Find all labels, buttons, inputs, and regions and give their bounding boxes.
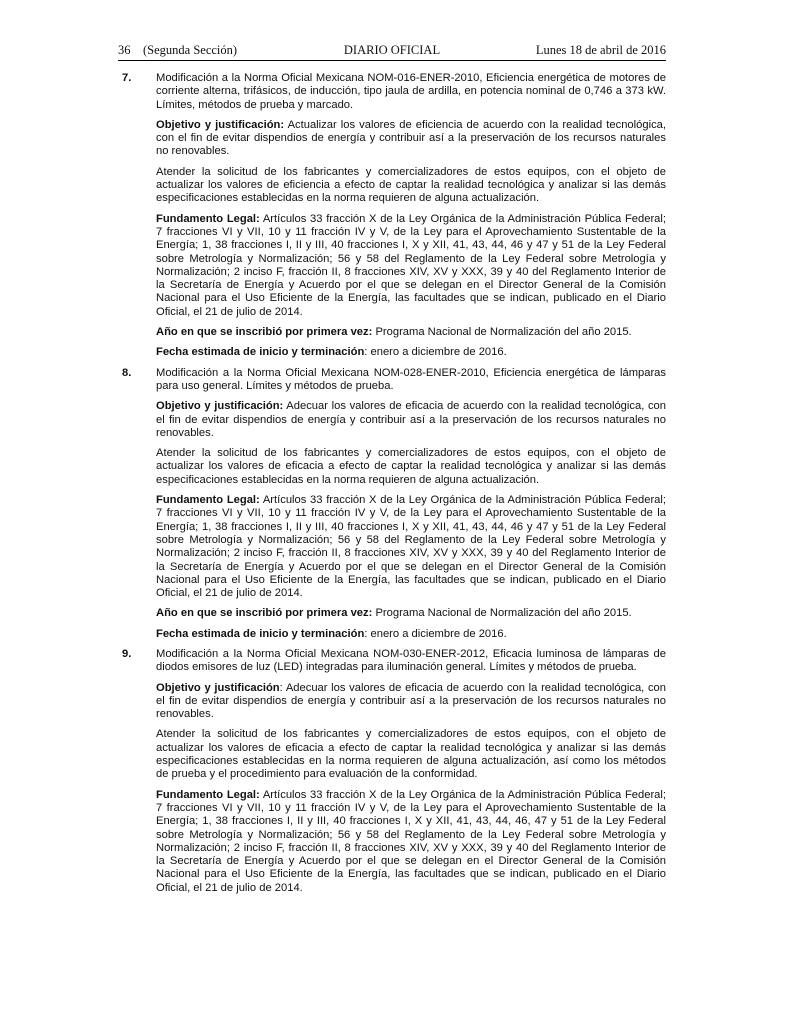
objetivo-paragraph	[156, 119, 666, 159]
publication-name: DIARIO OFICIAL	[343, 43, 441, 57]
anio-text: Programa Nacional de Normalización del año 2015.	[372, 326, 632, 339]
objetivo-text: : Adecuar los valores de eficacia de acuerdo con la realidad tecnológica, con el fin de evitar dispendios de energía y contribuir así a la preservación de los recursos naturales no renovables.	[156, 681, 667, 721]
list-item	[118, 367, 666, 641]
fundamento-text: Artículos 33 fracción X de la Ley Orgánica de la Administración Pública Federal; 7 fracciones VI y VII, 10 y 11 fracción IV y V, de la Ley para el Aprovechamiento Sustentable de la Energía; 1, 38 fracciones I, II y III, 40 fracciones I, X y XII, 41, 43, 44, 46 y 47 y 51 de la Ley Federal sobre Metrología y Normalización; 56 y 58 del Reglamento de la Ley Federal sobre Metrología y Normalización; 2 inciso F, fracción II, 8 fracciones XIV, XV y XXX, 39 y 40 del Reglamento Interior de la Secretaría de Energía y Acuerdo por el que se delegan en el Director General de la Comisión Nacional para el Uso Eficiente de la Energía, las facultades que se indican, publicado en el Diario Oficial, el 21 de julio de 2014.	[156, 494, 666, 600]
objetivo-text: Adecuar los valores de eficacia de acuerdo con la realidad tecnológica, con el fin de evitar dispendios de energía y contribuir así a la preservación de los recursos naturales no renovables.	[156, 400, 666, 439]
anio-text: Programa Nacional de Normalización del año 2015.	[372, 607, 632, 620]
item-title: Modificación a la Norma Oficial Mexicana NOM-028-ENER-2010, Eficiencia energética de lámparas para uso general. Límites y métodos de prueba.	[156, 366, 666, 392]
anio-paragraph	[156, 326, 666, 339]
objetivo-label: Objetivo y justificación	[156, 681, 280, 694]
item-number: 9.	[122, 647, 132, 660]
objetivo-paragraph	[156, 400, 666, 440]
fundamento-label: Fundamento Legal:	[156, 788, 260, 801]
fecha-paragraph	[156, 628, 666, 641]
fecha-label: Fecha estimada de inicio y terminación	[156, 627, 365, 640]
page-number: 36	[118, 43, 131, 57]
objetivo-text: Actualizar los valores de eficiencia de acuerdo con la realidad tecnológica, con el fin de evitar dispendios de energía y contribuir así a la preservación de los recursos naturales no renovables.	[156, 118, 666, 158]
fecha-text: : enero a diciembre de 2016.	[364, 346, 507, 359]
fundamento-paragraph	[156, 789, 666, 895]
item-title: Modificación a la Norma Oficial Mexicana NOM-016-ENER-2010, Eficiencia energética de motores de corriente alterna, trifásicos, de inducción, tipo jaula de ardilla, en potencia nominal de 0,746 a 373 kW. Límites, métodos de prueba y marcado.	[156, 72, 666, 111]
anio-label: Año en que se inscribió por primera vez:	[156, 607, 373, 620]
fecha-text: : enero a diciembre de 2016.	[364, 627, 507, 640]
item-title: Modificación a la Norma Oficial Mexicana NOM-030-ENER-2012, Eficacia luminosa de lámparas de diodos emisores de luz (LED) integradas para iluminación general. Límites y métodos de prueba.	[156, 647, 666, 674]
objetivo-label: Objetivo y justificación:	[156, 118, 285, 131]
fundamento-paragraph	[156, 494, 666, 600]
fundamento-text: Artículos 33 fracción X de la Ley Orgánica de la Administración Pública Federal; 7 fracciones VI y VII, 10 y 11 fracción IV y V, de la Ley para el Aprovechamiento Sustentable de la Energía; 1, 38 fracciones I, II y III, 40 fracciones I, X y XII, 41, 43, 44, 46, 47 y 51 de la Ley Federal sobre Metrología y Normalización; 56 y 58 del Reglamento de la Ley Federal sobre Metrología y Normalización; 2 inciso F, fracción II, 8 fracciones XIV, XV y XXX, 39 y 40 del Reglamento Interior de la Secretaría de Energía y Acuerdo por el que se delegan en el Director General de la Comisión Nacional para el Uso Eficiente de la Energía, las facultades que se indican, publicado en el Diario Oficial, el 21 de julio de 2014.	[156, 788, 666, 894]
objetivo-paragraph	[156, 682, 666, 722]
fundamento-label: Fundamento Legal:	[156, 494, 260, 507]
objetivo-label: Objetivo y justificación:	[156, 400, 284, 413]
section-label: (Segunda Sección)	[143, 43, 238, 57]
document-body	[118, 72, 666, 902]
item-number: 7.	[122, 72, 132, 84]
atender-paragraph: Atender la solicitud de los fabricantes y comercializadores de estos equipos, con el objeto de actualizar los valores de eficiencia a efecto de captar la realidad tecnológica y analizar si las demás especificaciones establecidas en la norma requieren de alguna actualización.	[156, 165, 666, 205]
anio-paragraph	[156, 607, 666, 620]
page-header	[118, 42, 666, 61]
fecha-label: Fecha estimada de inicio y terminación	[156, 346, 365, 359]
fecha-paragraph	[156, 346, 666, 359]
list-item	[118, 648, 666, 895]
publication-date: Lunes 18 de abril de 2016	[535, 43, 666, 57]
atender-paragraph: Atender la solicitud de los fabricantes y comercializadores de estos equipos, con el objeto de actualizar los valores de eficacia a efecto de captar la realidad tecnológica y analizar si las demás especificaciones establecidas en la norma requieren de alguna actualización, así como los métodos de prueba y el procedimiento para evaluación de la conformidad.	[156, 728, 666, 781]
atender-paragraph: Atender la solicitud de los fabricantes y comercializadores de estos equipos, con el objeto de actualizar los valores de eficacia a efecto de captar la realidad tecnológica y analizar si las demás especificaciones establecidas en la norma requieren de alguna actualización.	[156, 447, 666, 486]
fundamento-label: Fundamento Legal:	[156, 212, 260, 225]
anio-label: Año en que se inscribió por primera vez:	[156, 326, 373, 339]
fundamento-paragraph	[156, 213, 666, 319]
list-item	[118, 72, 666, 360]
fundamento-text: Artículos 33 fracción X de la Ley Orgánica de la Administración Pública Federal; 7 fracciones VI y VII, 10 y 11 fracción IV y V, de la Ley para el Aprovechamiento Sustentable de la Energía; 1, 38 fracciones I, II y III, 40 fracciones I, X y XII, 41, 43, 44, 46 y 47 y 51 de la Ley Federal sobre Metrología y Normalización; 56 y 58 del Reglamento de la Ley Federal sobre Metrología y Normalización; 2 inciso F, fracción II, 8 fracciones XIV, XV y XXX, 39 y 40 del Reglamento Interior de la Secretaría de Energía y Acuerdo por el que se delegan en el Director General de la Comisión Nacional para el Uso Eficiente de la Energía, las facultades que se indican, publicado en el Diario Oficial, el 21 de julio de 2014.	[156, 212, 666, 318]
item-number: 8.	[122, 366, 132, 379]
